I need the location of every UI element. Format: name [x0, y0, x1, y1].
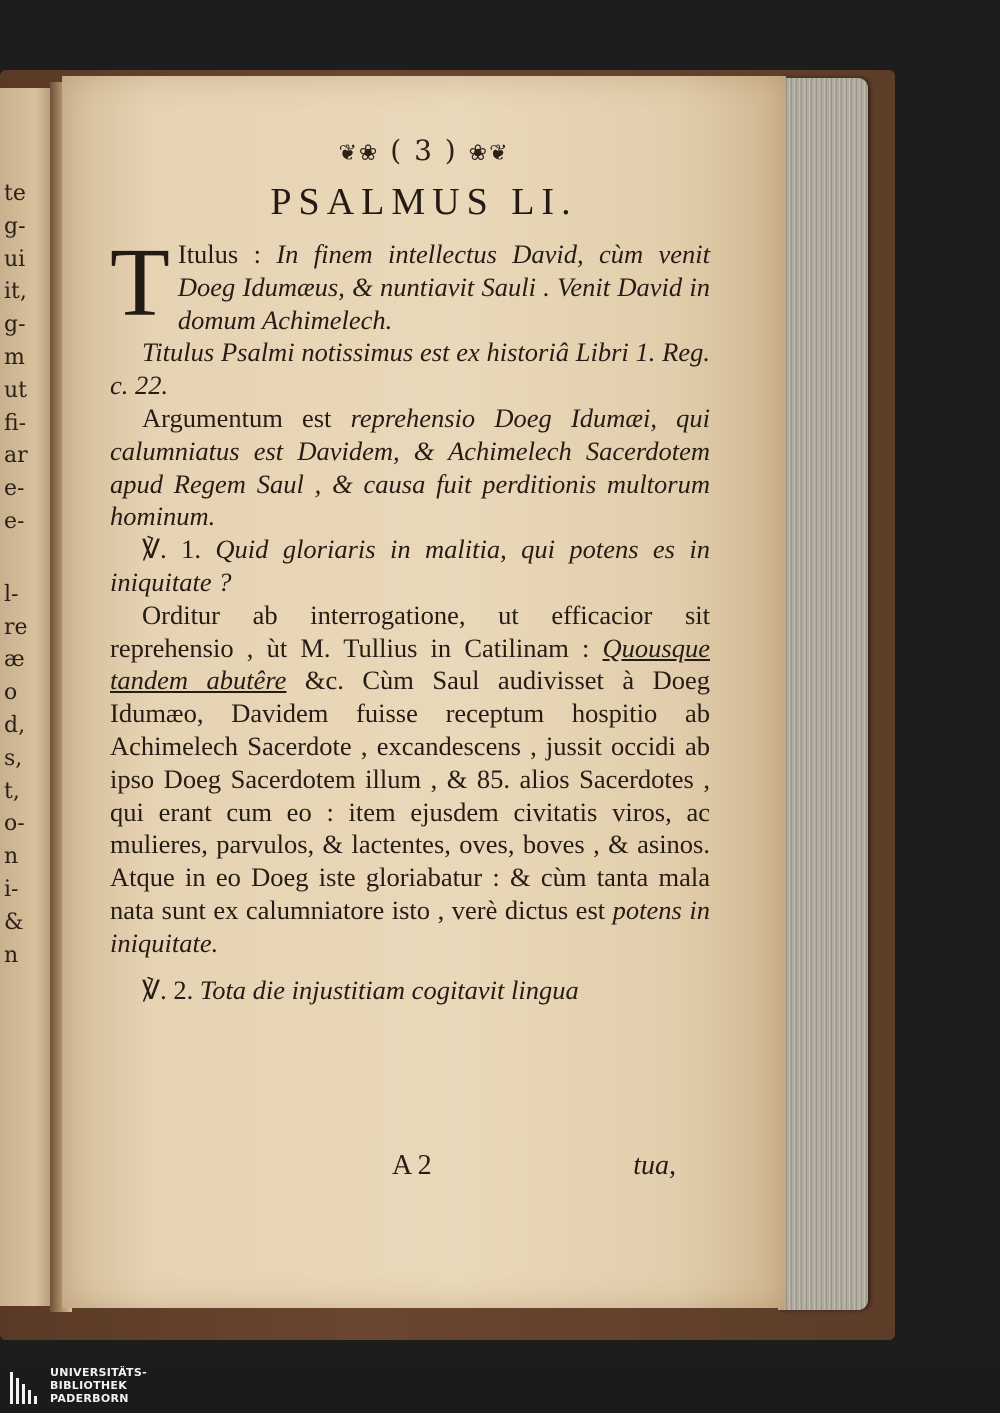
left-page-fragment: l-	[4, 581, 19, 607]
commentary-quote: Quousque tandem abutêre	[110, 632, 710, 696]
titulus-text: In finem intellectus David, cùm venit Doeg Idumæus, & nuntiavit Sauli . Venit David in domum Achimelech.	[177, 239, 710, 335]
paragraph-verse-2	[110, 974, 710, 1007]
argumentum-label: Argumentum est	[142, 402, 351, 433]
left-page-fragment: s,	[4, 745, 23, 771]
left-page-fragment: m	[4, 345, 25, 370]
commentary-text-a: Orditur ab interrogatione, ut efficacior sit reprehensio , ùt M. Tullius in Catilinam :	[110, 599, 710, 663]
library-logo-icon	[8, 1368, 44, 1408]
paragraph-titulus-note: Titulus Psalmi notissimus est ex historiâ Libri 1. Reg. c. 22.	[110, 337, 710, 401]
titulus-label: Itulus :	[177, 239, 277, 269]
left-page-fragment: æ	[4, 647, 25, 673]
left-page-fragment: re	[4, 614, 28, 640]
verse-2-text: Tota die injustitiam cogitavit lingua	[199, 974, 579, 1005]
library-footer	[0, 1362, 1000, 1413]
verse-1-text: Quid gloriaris in malitia, qui potens es in iniquitate ?	[110, 534, 710, 597]
page-title: PSALMUS LI.	[270, 181, 578, 223]
left-page-fragment: o	[4, 680, 18, 706]
left-page-fragment: ut	[4, 377, 28, 403]
commentary-text-d: potens in iniquitate.	[110, 894, 710, 958]
paragraph-titulus	[110, 229, 710, 337]
left-page-fragment: e-	[4, 476, 25, 502]
library-name-line-1: UNIVERSITÄTS-	[50, 1366, 147, 1379]
left-page-fragment: t,	[4, 778, 20, 804]
left-page-fragment: it,	[4, 279, 27, 305]
signature-mark: A 2	[392, 1150, 432, 1181]
left-page-fragment: n	[4, 942, 19, 968]
paragraph-argumentum	[110, 402, 710, 533]
library-name-line-3: PADERBORN	[50, 1392, 129, 1405]
page-number: ( 3 )	[390, 134, 458, 167]
running-header	[62, 134, 786, 167]
left-page-fragment: g-	[4, 312, 26, 338]
ornament-right-icon: ❀❦	[468, 141, 510, 166]
left-page-fragment: i-	[4, 877, 19, 902]
left-page-fragment: g-	[4, 213, 26, 239]
page-edges	[778, 78, 868, 1310]
left-page-fragment: &	[4, 909, 24, 935]
left-page-fragment: n	[4, 844, 19, 870]
left-page-fragment: d,	[4, 713, 26, 738]
verse-1-number: ℣. 1.	[142, 534, 216, 565]
commentary-text-c: &c. Cùm Saul audivisset à Doeg Idumæo, Davidem fuisse receptum hospitio ab Achimelech Sacerdote , excandescens , jussit occidi ab ipso Doeg Sacerdotem illum , & 85. alios Sacerdotes , qui erant cum eo : item ejusdem civitatis viros, ac mulieres, parvulos, & lactentes, oves, boves , & asinos. Atque in eo Doeg iste gloriabatur : & cùm tanta mala nata sunt ex calumniatore isto , verè dictus est	[110, 665, 710, 925]
left-page-fragment: ar	[4, 443, 28, 469]
left-page-fragment: o-	[4, 811, 25, 837]
right-page	[62, 76, 786, 1308]
library-name	[50, 1366, 147, 1405]
paragraph-verse-1	[110, 533, 710, 599]
left-page-fragment: te	[4, 181, 26, 206]
argumentum-text: reprehensio Doeg Idumæi, qui calumniatus est Davidem, & Achimelech Sacerdotem apud Regem Saul , & causa fuit perditionis multorum hominum.	[110, 402, 710, 532]
left-page-fragment: e-	[4, 509, 25, 534]
left-page-fragment: fi-	[4, 410, 27, 436]
drop-cap: T	[110, 229, 170, 337]
catchword: tua,	[633, 1150, 676, 1181]
library-name-line-2: BIBLIOTHEK	[50, 1379, 128, 1392]
ornament-left-icon: ❦❀	[338, 141, 380, 166]
left-page-fragment: ui	[4, 246, 26, 272]
page-body	[110, 229, 710, 1006]
verse-2-number: ℣. 2.	[142, 974, 200, 1005]
paragraph-commentary	[110, 599, 710, 960]
